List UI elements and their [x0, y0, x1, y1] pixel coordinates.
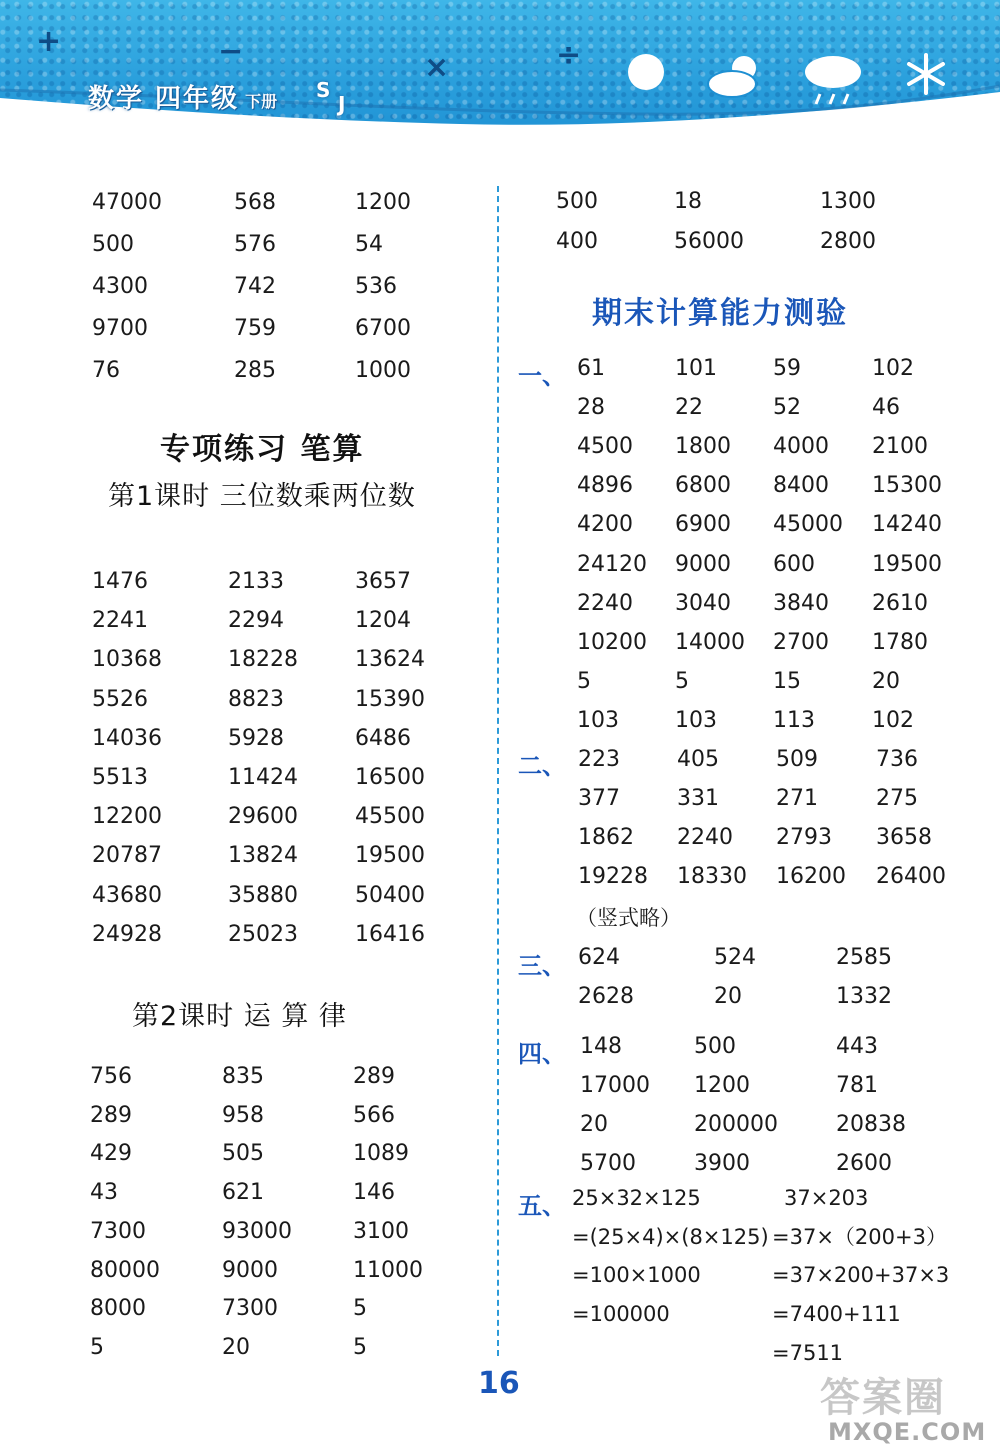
book-edition: 下册 — [245, 92, 278, 111]
part5-label: 五、 — [518, 1192, 566, 1220]
answer-value: 46 — [872, 395, 900, 421]
answer-value: 16200 — [776, 864, 846, 889]
part1-label: 一、 — [518, 362, 566, 390]
answer-value: 289 — [90, 1102, 132, 1128]
watermark-url: MXQE.COM — [828, 1418, 987, 1446]
part2-note: （竖式略） — [576, 906, 681, 930]
answer-value: 16416 — [355, 921, 425, 947]
sj-badge — [316, 78, 364, 118]
answer-value: 1200 — [694, 1073, 750, 1098]
times-symbol-icon: × — [424, 50, 450, 85]
answer-value: 13824 — [228, 843, 298, 869]
answer-value: 443 — [836, 1034, 878, 1059]
answer-value: 12200 — [92, 804, 162, 830]
answer-value: 576 — [234, 232, 276, 257]
answer-value: 3658 — [876, 825, 932, 850]
answer-value: 621 — [222, 1180, 264, 1206]
answer-value: 2700 — [773, 629, 829, 655]
answer-value: 20838 — [836, 1112, 906, 1137]
answer-value: 2294 — [228, 608, 284, 634]
answer-value: 2793 — [776, 825, 832, 850]
answer-value: 536 — [355, 274, 397, 299]
answer-value: 43680 — [92, 882, 162, 908]
answer-value: 5 — [577, 668, 591, 694]
rain-cloud-icon — [800, 50, 866, 106]
answer-value: 8823 — [228, 686, 284, 712]
answer-value: 13624 — [355, 647, 425, 673]
answer-value: 18228 — [228, 647, 298, 673]
calculation-step: =100×1000 — [572, 1263, 701, 1287]
answer-value: 15 — [773, 668, 801, 694]
answer-value: 16500 — [355, 765, 425, 790]
lesson1-title: 第1课时 三位数乘两位数 — [108, 481, 416, 512]
answer-value: 2241 — [92, 608, 148, 634]
answer-value: 400 — [556, 229, 598, 254]
answer-value: 500 — [556, 189, 598, 214]
answer-value: 9700 — [92, 316, 148, 341]
watermark-text: 答案圈 — [820, 1375, 946, 1421]
answer-value: 80000 — [90, 1257, 160, 1283]
answer-value: 24120 — [577, 551, 647, 577]
watermark-logo — [810, 1366, 996, 1452]
answer-value: 35880 — [228, 882, 298, 908]
answer-value: 11424 — [228, 765, 298, 790]
answer-value: 4200 — [577, 512, 633, 538]
answer-value: 52 — [773, 395, 801, 421]
page-header — [0, 0, 1000, 148]
answer-value: 146 — [353, 1180, 395, 1206]
answer-value: 17000 — [580, 1073, 650, 1098]
answer-value: 285 — [234, 358, 276, 383]
part4-label: 四、 — [518, 1040, 566, 1068]
answer-value: 11000 — [353, 1257, 423, 1283]
answer-value: 2240 — [577, 590, 633, 616]
section-title: 专项练习 笔算 — [160, 432, 365, 467]
answer-value: 20 — [222, 1334, 250, 1360]
answer-value: 742 — [234, 274, 276, 299]
answer-value: 759 — [234, 316, 276, 341]
answer-value: 2800 — [820, 229, 876, 254]
partly-cloudy-icon — [704, 50, 768, 102]
answer-value: 568 — [234, 190, 276, 215]
answer-value: 45000 — [773, 512, 843, 538]
divide-symbol-icon: ÷ — [556, 38, 582, 73]
answer-value: 7300 — [90, 1218, 146, 1244]
answer-value: 148 — [580, 1034, 622, 1059]
plus-symbol-icon: + — [36, 24, 62, 59]
answer-value: 624 — [578, 945, 620, 970]
answer-value: 54 — [355, 232, 383, 257]
answer-value: 566 — [353, 1102, 395, 1128]
answer-value: 2600 — [836, 1151, 892, 1176]
answer-value: 9000 — [222, 1257, 278, 1283]
answer-value: 14000 — [675, 629, 745, 655]
answer-value: 1332 — [836, 984, 892, 1009]
column-divider — [497, 186, 499, 1356]
answer-value: 9000 — [675, 551, 731, 577]
calculation-step: =37×200+37×3 — [772, 1263, 950, 1288]
answer-value: 1300 — [820, 189, 876, 214]
minus-symbol-icon: − — [218, 34, 244, 69]
answer-value: 5928 — [228, 725, 284, 751]
answer-value: 271 — [776, 786, 818, 811]
answer-value: 24928 — [92, 921, 162, 947]
answer-value: 50400 — [355, 882, 425, 908]
answer-value: 14036 — [92, 725, 162, 751]
answer-value: 5700 — [580, 1151, 636, 1176]
answer-value: 500 — [694, 1034, 736, 1059]
answer-value: 10200 — [577, 629, 647, 655]
calculation-step: =(25×4)×(8×125) — [572, 1224, 769, 1249]
answer-value: 20 — [580, 1112, 608, 1137]
answer-value: 18 — [674, 189, 702, 214]
answer-value: 4500 — [577, 434, 633, 460]
answer-value: 15390 — [355, 686, 425, 712]
answer-value: 5513 — [92, 765, 148, 790]
answer-value: 3900 — [694, 1151, 750, 1176]
answer-value: 101 — [675, 356, 717, 381]
answer-value: 377 — [578, 786, 620, 811]
answer-value: 2585 — [836, 945, 892, 970]
answer-value: 28 — [577, 395, 605, 421]
answer-value: 7300 — [222, 1296, 278, 1322]
calculation-step: =100000 — [572, 1301, 670, 1326]
answer-value: 1200 — [355, 190, 411, 215]
part2-label: 二、 — [518, 752, 566, 780]
answer-value: 26400 — [876, 864, 946, 889]
answer-value: 429 — [90, 1141, 132, 1167]
answer-value: 509 — [776, 747, 818, 772]
answer-value: 102 — [872, 356, 914, 381]
answer-value: 18330 — [677, 864, 747, 889]
answer-value: 5 — [675, 668, 689, 694]
answer-value: 4000 — [773, 434, 829, 460]
answer-value: 756 — [90, 1064, 132, 1089]
answer-value: 20 — [872, 668, 900, 694]
answer-value: 3040 — [675, 590, 731, 616]
answer-value: 29600 — [228, 804, 298, 830]
answer-value: 1800 — [675, 434, 731, 460]
answer-value: 8000 — [90, 1296, 146, 1322]
answer-value: 10368 — [92, 647, 162, 673]
answer-value: 6700 — [355, 316, 411, 341]
answer-value: 736 — [876, 747, 918, 772]
answer-value: 61 — [577, 356, 605, 381]
answer-value: 200000 — [694, 1112, 778, 1137]
calculation-step: 37×203 — [784, 1186, 869, 1210]
answer-value: 103 — [577, 707, 619, 733]
answer-value: 500 — [92, 232, 134, 257]
book-title — [88, 78, 277, 115]
answer-value: 43 — [90, 1180, 118, 1206]
answer-value: 600 — [773, 551, 815, 577]
lesson2-title: 第2课时 运 算 律 — [132, 1001, 347, 1032]
answer-value: 289 — [353, 1064, 395, 1089]
answer-value: 25023 — [228, 921, 298, 947]
book-subject-grade: 数学 四年级 — [88, 84, 240, 114]
answer-value: 22 — [675, 395, 703, 421]
answer-value: 1862 — [578, 825, 634, 850]
answer-value: 223 — [578, 747, 620, 772]
answer-value: 56000 — [674, 229, 744, 254]
answer-value: 2240 — [677, 825, 733, 850]
answer-value: 76 — [92, 358, 120, 383]
answer-value: 14240 — [872, 512, 942, 538]
answer-value: 835 — [222, 1064, 264, 1089]
answer-value: 958 — [222, 1102, 264, 1128]
answer-value: 6900 — [675, 512, 731, 538]
answer-value: 331 — [677, 786, 719, 811]
answer-value: 524 — [714, 945, 756, 970]
answer-value: 47000 — [92, 190, 162, 215]
answer-value: 781 — [836, 1073, 878, 1098]
answer-value: 19228 — [578, 864, 648, 889]
page-number: 16 — [478, 1366, 520, 1401]
calculation-step: =7400+111 — [772, 1302, 901, 1327]
answer-value: 2100 — [872, 434, 928, 460]
answer-value: 2610 — [872, 590, 928, 616]
answer-value: 4300 — [92, 274, 148, 299]
badge-letter-j: J — [338, 92, 346, 116]
answer-value: 15300 — [872, 473, 942, 499]
answer-value: 45500 — [355, 804, 425, 830]
answer-value: 20 — [714, 984, 742, 1009]
answer-value: 20787 — [92, 843, 162, 869]
answer-value: 3657 — [355, 569, 411, 594]
answer-value: 8400 — [773, 473, 829, 499]
answer-value: 6486 — [355, 725, 411, 751]
answer-value: 5 — [90, 1334, 104, 1360]
answer-value: 93000 — [222, 1218, 292, 1244]
answer-value: 19500 — [355, 843, 425, 869]
answer-value: 3840 — [773, 590, 829, 616]
answer-value: 103 — [675, 707, 717, 733]
part3-label: 三、 — [518, 952, 566, 980]
exam-title: 期末计算能力测验 — [592, 296, 848, 331]
answer-value: 59 — [773, 356, 801, 381]
answer-value: 2628 — [578, 984, 634, 1009]
sun-icon — [624, 50, 668, 94]
answer-value: 4896 — [577, 473, 633, 499]
calculation-step: 25×32×125 — [572, 1186, 701, 1210]
answer-value: 505 — [222, 1141, 264, 1167]
answer-value: 5 — [353, 1296, 367, 1322]
answer-value: 275 — [876, 786, 918, 811]
snowflake-icon — [904, 52, 948, 96]
answer-value: 1000 — [355, 358, 411, 383]
calculation-step: =7511 — [772, 1340, 844, 1365]
answer-value: 6800 — [675, 473, 731, 499]
answer-value: 3100 — [353, 1218, 409, 1244]
answer-value: 2133 — [228, 569, 284, 594]
answer-value: 405 — [677, 747, 719, 772]
calculation-step: =37×（200+3） — [772, 1224, 947, 1249]
answer-value: 5526 — [92, 686, 148, 712]
answer-value: 1089 — [353, 1141, 409, 1167]
answer-value: 113 — [773, 707, 815, 733]
badge-letter-s: S — [316, 78, 331, 102]
answer-value: 102 — [872, 707, 914, 733]
answer-value: 1476 — [92, 569, 148, 594]
answer-value: 1780 — [872, 629, 928, 655]
answer-value: 19500 — [872, 551, 942, 577]
answer-value: 1204 — [355, 608, 411, 634]
answer-value: 5 — [353, 1334, 367, 1360]
